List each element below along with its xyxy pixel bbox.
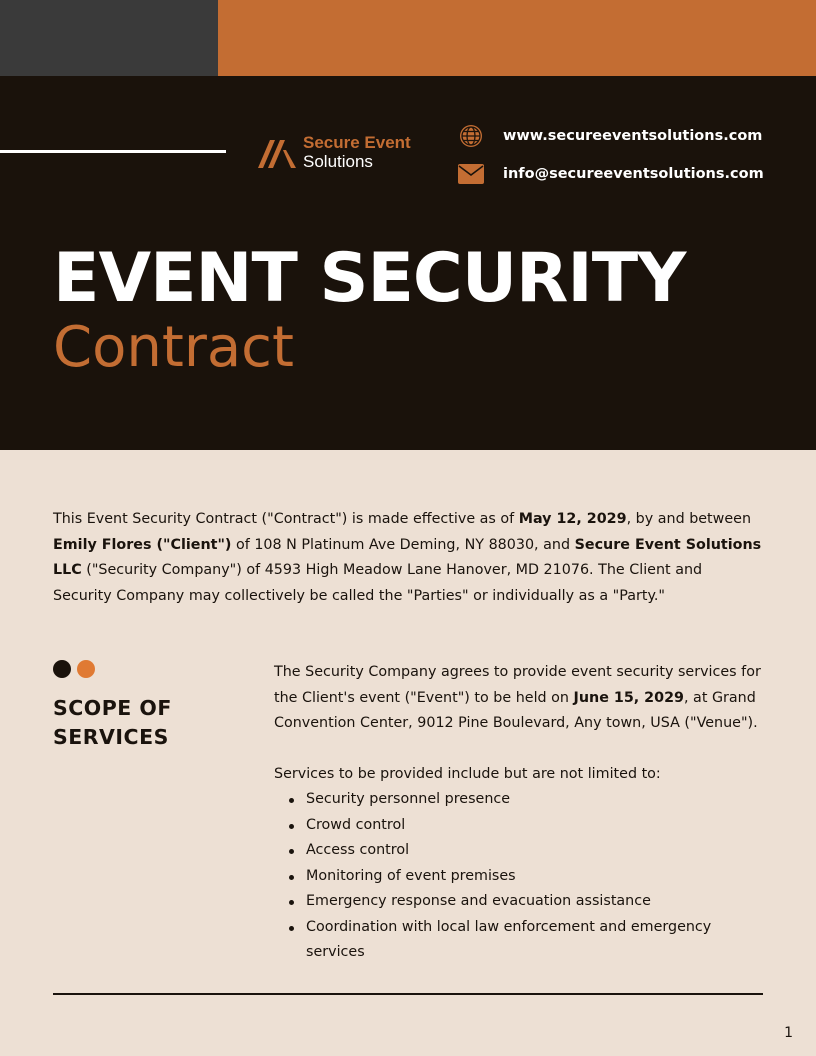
services-list-intro: Services to be provided include but are not limited to:: [274, 765, 661, 782]
event-date: June 15, 2029: [573, 689, 684, 706]
logo-line-1: Secure Event: [303, 133, 411, 152]
intro-text: ("Security Company") of 4593 High Meadow Lane Hanover, MD 21076. The Client and Security Company may collectively be called the "Parties" or individually as a "Party.": [53, 562, 703, 604]
top-strip-gray-block: [0, 0, 218, 76]
document-subtitle: Contract: [53, 315, 294, 380]
scope-section-body: [274, 660, 774, 966]
effective-date: May 12, 2029: [518, 511, 627, 527]
list-item: Monitoring of event premises: [306, 864, 774, 890]
top-color-strip: [0, 0, 816, 76]
list-item: Access control: [306, 838, 774, 864]
header-banner: [0, 76, 816, 450]
client-name: Emily Flores ("Client"): [53, 536, 232, 553]
services-list: [306, 787, 774, 966]
company-name: Secure Event Solutions LLC: [53, 536, 762, 578]
globe-icon: [458, 124, 484, 148]
scope-text: , at Grand Convention Center, 9012 Pine Boulevard, Any town, USA ("Venue").: [274, 689, 758, 731]
scope-paragraph: [274, 660, 774, 737]
website-contact: [458, 124, 762, 148]
email-contact: [458, 162, 764, 186]
email-link[interactable]: info@secureeventsolutions.com: [503, 166, 764, 182]
list-item: Coordination with local law enforcement and emergency services: [306, 915, 774, 966]
logo-line-2: Solutions: [303, 152, 373, 171]
section-heading: SCOPE OF SERVICES: [53, 696, 172, 749]
scope-text: The Security Company agrees to provide event security services for the Client's event ("Event") to be held on: [274, 664, 761, 706]
company-logo: [258, 133, 411, 171]
footer-divider: [53, 993, 763, 995]
list-item: Emergency response and evacuation assistance: [306, 889, 774, 915]
page-number: 1: [784, 1025, 793, 1041]
logo-mark-icon: [258, 136, 296, 168]
intro-text: This Event Security Contract ("Contract") is made effective as of: [53, 511, 519, 527]
intro-text: , by and between: [626, 511, 752, 527]
intro-paragraph: [53, 507, 763, 609]
envelope-icon: [458, 162, 484, 186]
list-item: Crowd control: [306, 813, 774, 839]
header-accent-rule: [0, 150, 226, 153]
marker-dot-dark: [53, 660, 71, 678]
document-title: EVENT SECURITY: [53, 239, 686, 318]
section-marker-dots: [53, 660, 101, 678]
marker-dot-orange: [77, 660, 95, 678]
intro-text: of 108 N Platinum Ave Deming, NY 88030, and: [231, 536, 575, 553]
top-strip-orange-block: [218, 0, 816, 76]
website-link[interactable]: www.secureeventsolutions.com: [503, 128, 763, 144]
list-item: Security personnel presence: [306, 787, 774, 813]
